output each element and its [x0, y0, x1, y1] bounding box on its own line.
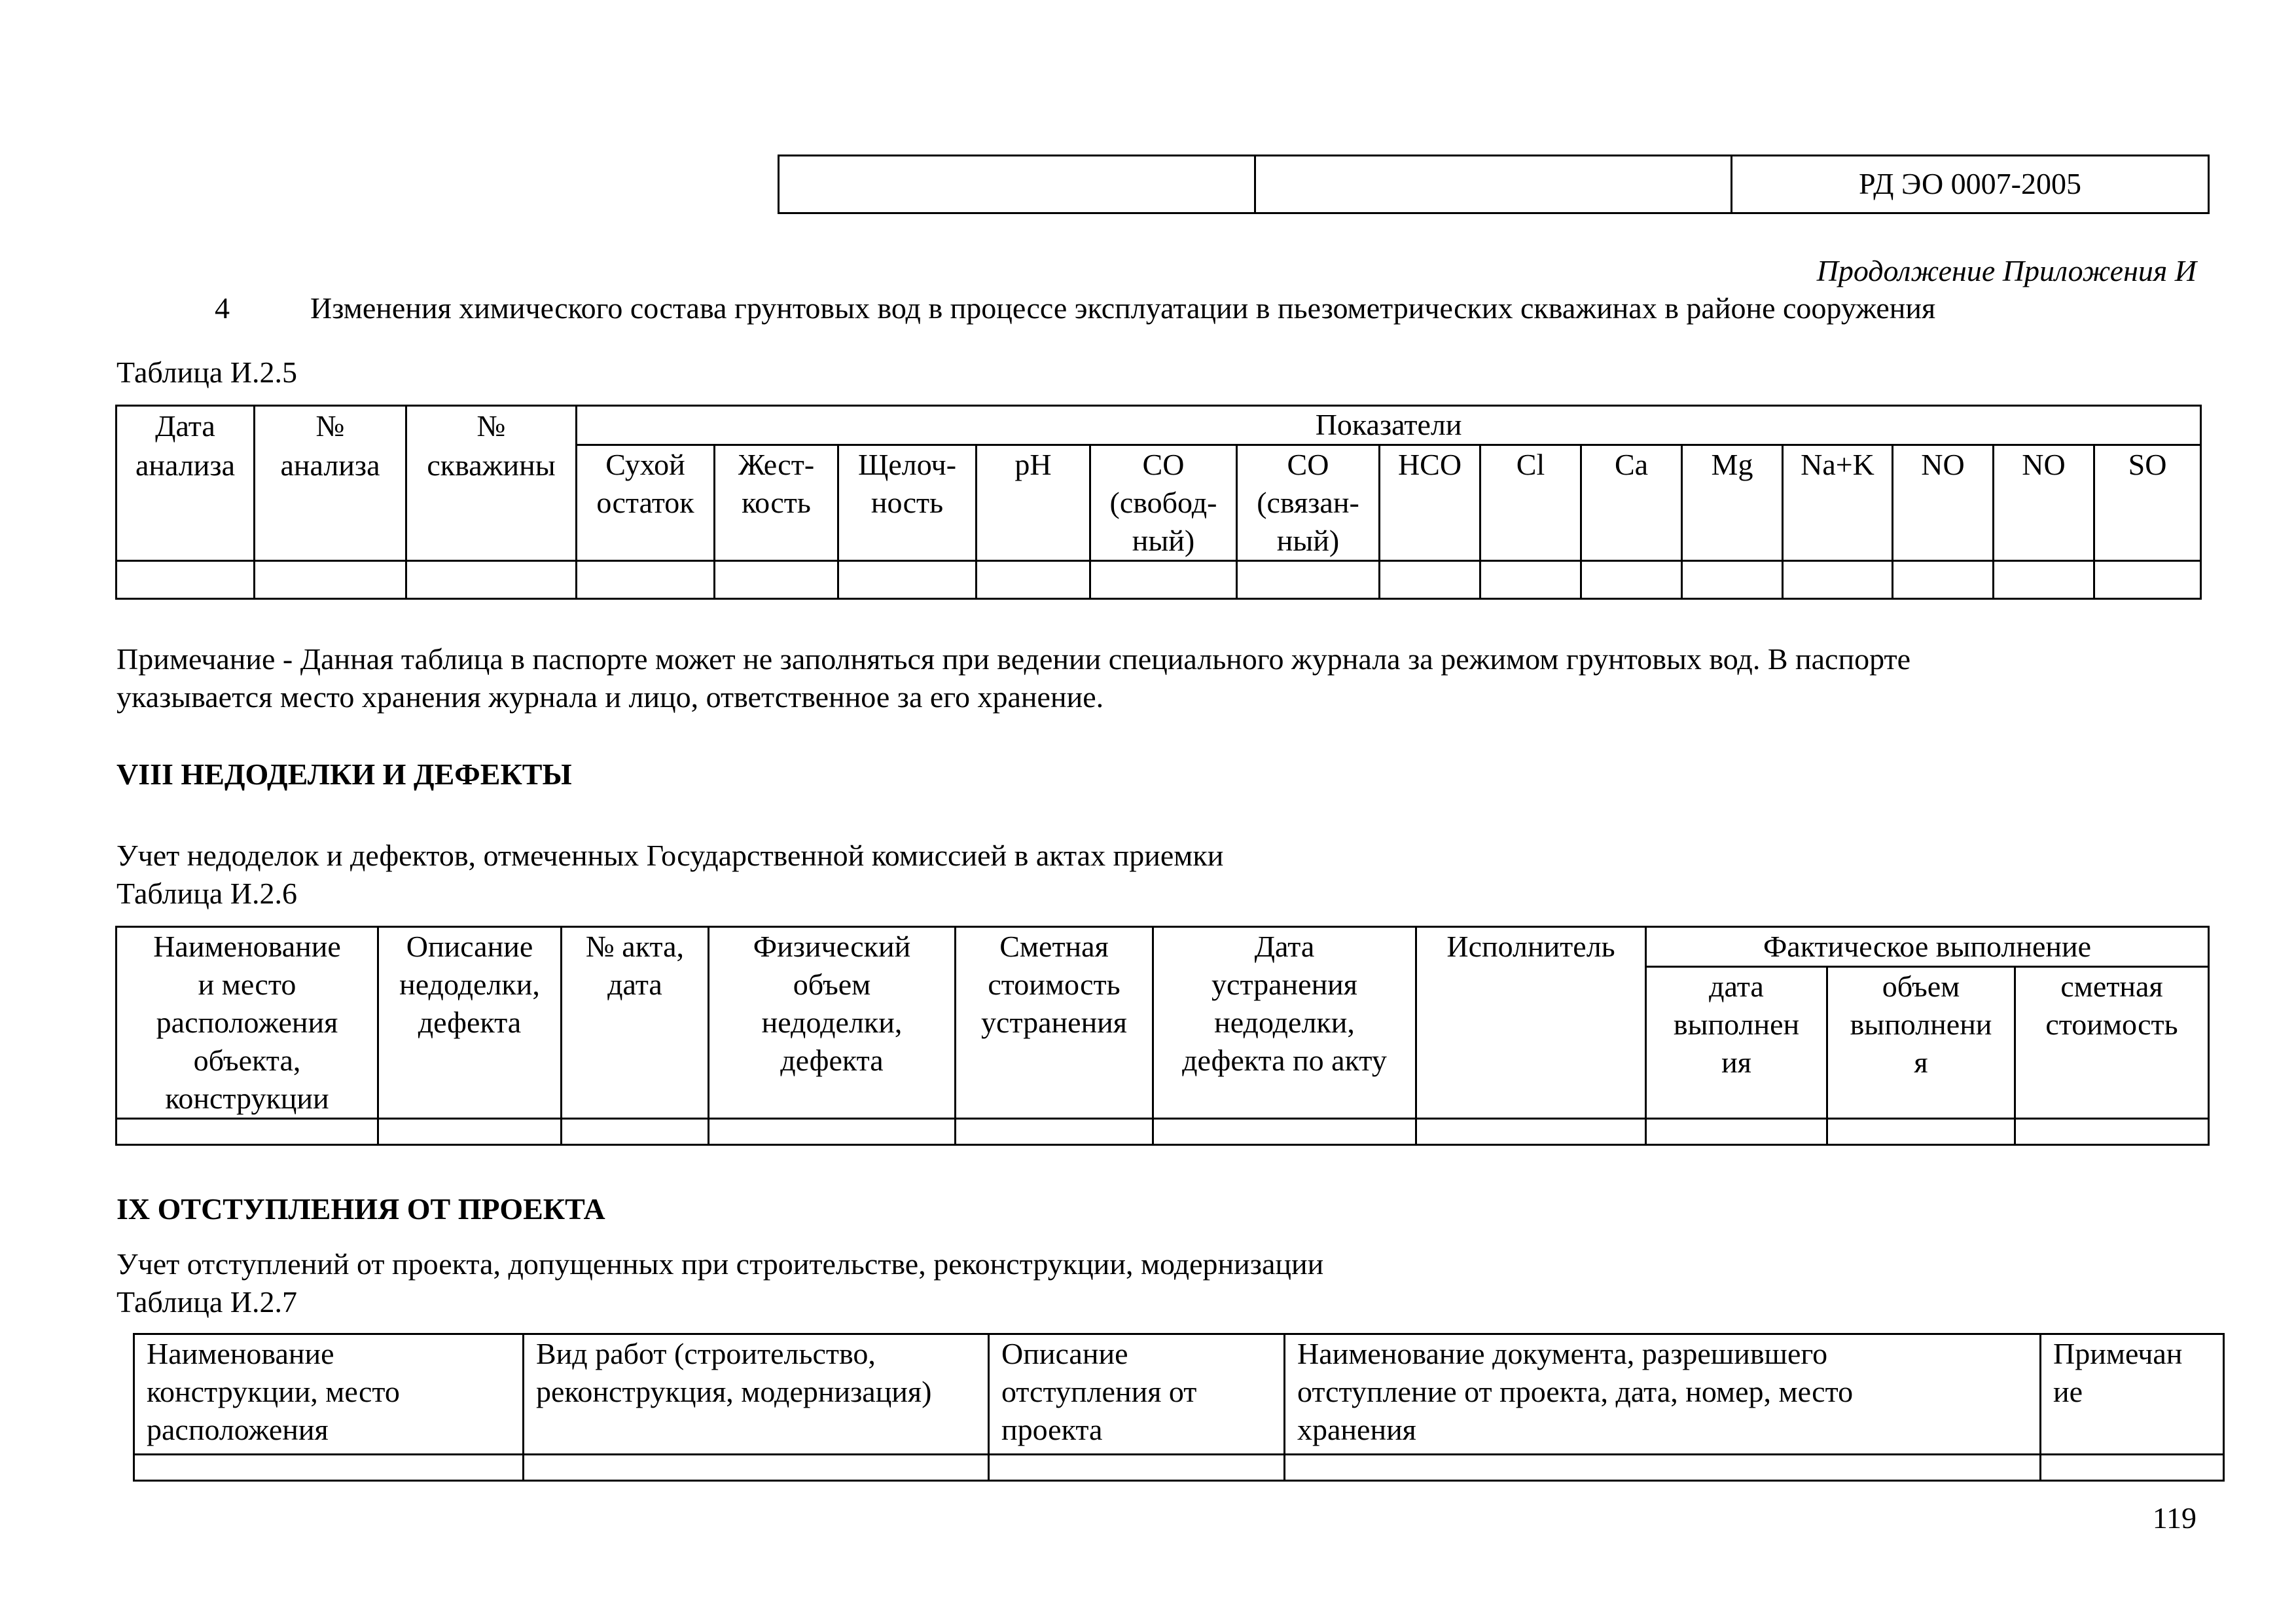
indicator-so: SO [2094, 445, 2201, 561]
section4-title: Изменения химического состава грунтовых вод в процессе эксплуатации в пьезометрических скважинах в районе сооружения [310, 291, 1936, 325]
col-completion-cost: сметная стоимость [2015, 967, 2209, 1119]
section8-heading: VIII НЕДОДЕЛКИ И ДЕФЕКТЫ [117, 757, 572, 791]
note-line-2: указывается место хранения журнала и лицо, ответственное за его хранение. [117, 680, 1104, 714]
indicator-no-1: NO [1893, 445, 1994, 561]
col-work-type: Вид работ (строительство, реконструкция, модернизация) [524, 1334, 989, 1455]
stamp-cell-empty-1 [779, 156, 1255, 213]
indicator-ph: pH [977, 445, 1090, 561]
col-deviation-description: Описание отступления от проекта [989, 1334, 1285, 1455]
indicator-no-2: NO [1994, 445, 2094, 561]
indicators-group: Показатели [577, 406, 2201, 445]
table-row [117, 1119, 2209, 1145]
col-construction-name: Наименование конструкции, место расположения [134, 1334, 524, 1455]
indicator-na-k: Na+K [1783, 445, 1893, 561]
table-row [117, 561, 2201, 599]
table-2-6-label: Таблица И.2.6 [117, 877, 297, 910]
section9-intro: Учет отступлений от проекта, допущенных при строительстве, реконструкции, модернизации [117, 1247, 1324, 1281]
col-completion-volume: объем выполнени я [1827, 967, 2015, 1119]
col-analysis-no: № анализа [255, 406, 406, 561]
col-note: Примечан ие [2041, 1334, 2224, 1455]
indicator-hco: HCO [1380, 445, 1480, 561]
indicator-co-bound: CO (связан- ный) [1237, 445, 1380, 561]
col-contractor: Исполнитель [1416, 927, 1646, 1119]
actual-completion-group: Фактическое выполнение [1646, 927, 2209, 967]
col-defect-description: Описание недоделки, дефекта [378, 927, 562, 1119]
page-number: 119 [2152, 1501, 2197, 1535]
header-stamp-table [778, 155, 2210, 214]
indicator-hardness: Жест- кость [715, 445, 838, 561]
indicator-alkalinity: Щелоч- ность [838, 445, 977, 561]
indicator-dry-residue: Сухой остаток [577, 445, 715, 561]
section9-heading: IX ОТСТУПЛЕНИЯ ОТ ПРОЕКТА [117, 1192, 605, 1226]
col-well-no: № скважины [406, 406, 577, 561]
doc-code: РД ЭО 0007-2005 [1732, 156, 2209, 213]
indicator-ca: Ca [1581, 445, 1682, 561]
col-authorizing-document: Наименование документа, разрешившего отступление от проекта, дата, номер, место хранения [1285, 1334, 2041, 1455]
col-fix-date: Дата устранения недоделки, дефекта по акту [1153, 927, 1416, 1119]
continuation-label: Продолжение Приложения И [1816, 254, 2197, 287]
table-2-5 [115, 405, 2202, 600]
col-completion-date: дата выполнен ия [1646, 967, 1827, 1119]
section8-intro: Учет недоделок и дефектов, отмеченных Государственной комиссией в актах приемки [117, 839, 1224, 872]
col-physical-volume: Физический объем недоделки, дефекта [709, 927, 956, 1119]
indicator-mg: Mg [1682, 445, 1783, 561]
table-2-5-label: Таблица И.2.5 [117, 356, 297, 389]
indicator-cl: Cl [1480, 445, 1581, 561]
stamp-cell-empty-2 [1255, 156, 1732, 213]
col-date: Дата анализа [117, 406, 255, 561]
col-object-name: Наименование и место расположения объекта, конструкции [117, 927, 378, 1119]
col-estimated-cost: Сметная стоимость устранения [956, 927, 1153, 1119]
note-line-1: Примечание - Данная таблица в паспорте может не заполняться при ведении специального журнала за режимом грунтовых вод. В паспорте [117, 642, 1910, 676]
table-2-6 [115, 926, 2210, 1146]
table-2-7 [133, 1333, 2225, 1482]
table-row [134, 1455, 2224, 1481]
section4-number: 4 [215, 291, 230, 325]
indicator-co-free: CO (свобод- ный) [1090, 445, 1237, 561]
table-2-7-label: Таблица И.2.7 [117, 1285, 297, 1319]
col-act-number: № акта, дата [562, 927, 709, 1119]
